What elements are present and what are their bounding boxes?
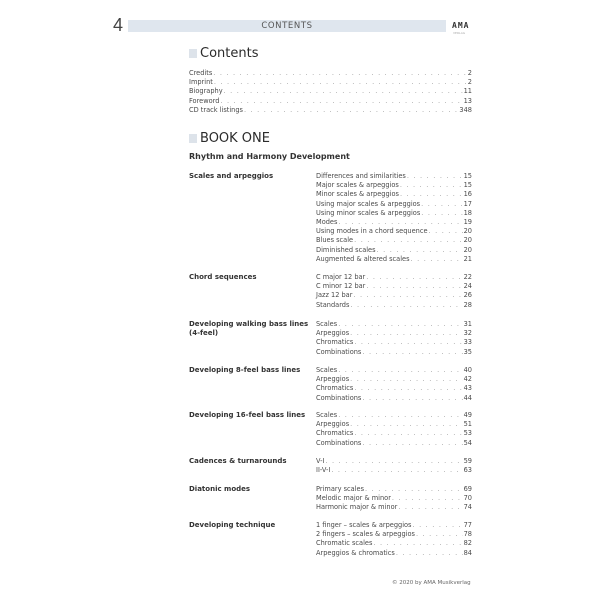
toc-entry-label: Chromatics xyxy=(316,338,354,347)
dot-leader xyxy=(338,411,462,420)
toc-entry-page: 77 xyxy=(463,521,472,529)
dot-leader xyxy=(429,227,463,236)
toc-entry-page: 51 xyxy=(463,420,472,429)
dot-leader xyxy=(421,209,462,218)
toc-entry-label: Combinations xyxy=(316,347,362,356)
toc-entry-page: 63 xyxy=(463,466,472,475)
dot-leader xyxy=(392,494,463,503)
dot-leader xyxy=(362,439,462,448)
toc-entry-label: Primary scales xyxy=(316,485,365,493)
group-heading: Scales and arpeggios xyxy=(189,172,274,180)
dot-leader xyxy=(411,255,463,264)
group-heading: Developing 8-feel bass lines xyxy=(189,366,301,374)
dot-leader xyxy=(354,429,462,438)
toc-entry[interactable] xyxy=(316,375,472,384)
dot-leader xyxy=(354,384,462,393)
group-heading: Diatonic modes xyxy=(189,485,251,493)
book-one-title: BOOK ONE xyxy=(200,131,270,146)
square-bullet-icon xyxy=(189,134,197,143)
toc-entry-page: 15 xyxy=(463,172,472,180)
toc-entry[interactable] xyxy=(189,78,472,87)
toc-entry[interactable] xyxy=(316,539,472,548)
toc-entry-page: 43 xyxy=(463,384,472,393)
toc-entry-label: Modes xyxy=(316,218,338,226)
toc-entry-label: Foreword xyxy=(189,96,220,105)
toc-entry-label: V-I xyxy=(316,457,325,465)
toc-entry[interactable] xyxy=(316,181,472,190)
toc-entry-label: Imprint xyxy=(189,78,213,87)
toc-entry-label: Arpeggios xyxy=(316,329,350,338)
toc-entry-page: 32 xyxy=(463,329,472,338)
toc-entry-page: 24 xyxy=(463,282,472,291)
toc-entry[interactable] xyxy=(189,106,472,115)
toc-entry-page: 348 xyxy=(459,105,472,114)
toc-entry-page: 70 xyxy=(463,494,472,503)
dot-leader xyxy=(338,320,462,329)
toc-entry-label: Standards xyxy=(316,300,350,309)
toc-entry-page: 11 xyxy=(463,87,472,96)
ama-logo: AMA xyxy=(452,21,470,30)
toc-entry[interactable] xyxy=(316,320,472,329)
group-heading: Developing technique xyxy=(189,521,276,529)
toc-entry[interactable] xyxy=(316,530,472,539)
toc-entry[interactable] xyxy=(316,172,472,181)
toc-entry-page: 33 xyxy=(463,338,472,347)
toc-entry-page: 49 xyxy=(463,411,472,419)
toc-entry[interactable] xyxy=(316,282,472,291)
toc-entry-label: Minor scales & arpeggios xyxy=(316,190,399,199)
toc-entry[interactable] xyxy=(316,411,472,420)
dot-leader xyxy=(354,338,462,347)
toc-entry-label: Using modes in a chord sequence xyxy=(316,227,428,236)
group-heading: Developing walking bass lines (4-feel) xyxy=(189,320,309,337)
toc-entry[interactable] xyxy=(316,366,472,375)
dot-leader xyxy=(213,69,467,78)
group-heading: Developing 16-feel bass lines xyxy=(189,411,306,419)
toc-entry-page: 59 xyxy=(463,457,472,465)
toc-entry[interactable] xyxy=(316,255,472,264)
dot-leader xyxy=(214,78,467,87)
dot-leader xyxy=(373,539,462,548)
toc-entry[interactable] xyxy=(316,429,472,438)
toc-entry-label: Scales xyxy=(316,366,338,374)
dot-leader xyxy=(362,394,462,403)
dot-leader xyxy=(366,273,462,282)
toc-entry-page: 22 xyxy=(463,273,472,281)
group-heading: Chord sequences xyxy=(189,273,257,281)
toc-entry-page: 19 xyxy=(463,218,472,226)
dot-leader xyxy=(354,236,462,245)
toc-entry[interactable] xyxy=(316,218,472,227)
toc-entry-page: 42 xyxy=(463,375,472,384)
toc-entry-label: C minor 12 bar xyxy=(316,282,366,291)
toc-entry[interactable] xyxy=(316,329,472,338)
toc-entry-page: 40 xyxy=(463,366,472,374)
dot-leader xyxy=(224,87,463,96)
dot-leader xyxy=(325,457,462,466)
contents-heading xyxy=(189,46,258,61)
square-bullet-icon xyxy=(189,49,197,58)
toc-entry[interactable] xyxy=(316,190,472,199)
toc-entry-page: 44 xyxy=(463,393,472,402)
dot-leader xyxy=(416,530,463,539)
toc-entry[interactable] xyxy=(316,420,472,429)
toc-entry-page: 74 xyxy=(463,503,472,512)
toc-entry-label: Using major scales & arpeggios xyxy=(316,199,421,208)
toc-entry[interactable] xyxy=(316,200,472,209)
dot-leader xyxy=(353,291,462,300)
toc-entry-label: Arpeggios xyxy=(316,420,350,429)
toc-entry[interactable] xyxy=(316,549,472,558)
dot-leader xyxy=(350,420,462,429)
toc-entry-label: 2 fingers – scales & arpeggios xyxy=(316,530,415,539)
ama-logo-subtitle: VERLAG xyxy=(453,31,466,35)
dot-leader xyxy=(338,218,462,227)
toc-entry-page: 20 xyxy=(463,227,472,236)
dot-leader xyxy=(244,106,458,115)
toc-entry-label: Scales xyxy=(316,411,338,419)
dot-leader xyxy=(338,366,462,375)
toc-entry-page: 18 xyxy=(463,208,472,217)
dot-leader xyxy=(400,181,463,190)
toc-entry-label: Harmonic major & minor xyxy=(316,503,398,512)
toc-entry-label: Combinations xyxy=(316,438,362,447)
toc-entry-page: 53 xyxy=(463,429,472,438)
toc-entry[interactable] xyxy=(189,97,472,106)
book-one-heading xyxy=(189,131,270,146)
toc-entry[interactable] xyxy=(316,521,472,530)
toc-entry-label: Biography xyxy=(189,87,223,96)
dot-leader xyxy=(350,301,462,310)
toc-entry-label: II-V-I xyxy=(316,466,331,475)
toc-entry[interactable] xyxy=(316,503,472,512)
toc-entry[interactable] xyxy=(316,209,472,218)
header-title: CONTENTS xyxy=(261,21,313,31)
book-one-subtitle: Rhythm and Harmony Development xyxy=(189,152,350,161)
toc-entry-label: Jazz 12 bar xyxy=(316,291,353,300)
dot-leader xyxy=(396,549,463,558)
toc-entry-page: 78 xyxy=(463,530,472,539)
toc-entry[interactable] xyxy=(316,439,472,448)
toc-entry-page: 26 xyxy=(463,291,472,300)
toc-entry-page: 82 xyxy=(463,539,472,548)
toc-entry-page: 15 xyxy=(463,181,472,190)
toc-entry[interactable] xyxy=(316,494,472,503)
toc-entry[interactable] xyxy=(316,338,472,347)
toc-entry-label: Melodic major & minor xyxy=(316,494,391,503)
toc-entry-page: 54 xyxy=(463,438,472,447)
toc-entry-label: Combinations xyxy=(316,393,362,402)
toc-entry-page: 28 xyxy=(463,300,472,309)
toc-entry-page: 20 xyxy=(463,236,472,245)
toc-entry-page: 16 xyxy=(463,190,472,199)
toc-entry-page: 20 xyxy=(463,245,472,254)
toc-entry-page: 31 xyxy=(463,320,472,328)
dot-leader xyxy=(366,282,462,291)
toc-entry[interactable] xyxy=(316,301,472,310)
toc-entry[interactable] xyxy=(189,69,472,78)
toc-entry-label: Arpeggios & chromatics xyxy=(316,548,395,557)
dot-leader xyxy=(220,97,462,106)
dot-leader xyxy=(350,329,462,338)
dot-leader xyxy=(421,200,462,209)
copyright-notice: © 2020 by AMA Musikverlag xyxy=(392,580,471,586)
toc-entry-label: Chromatics xyxy=(316,384,354,393)
toc-entry-label: Using minor scales & arpeggios xyxy=(316,208,421,217)
toc-entry-page: 2 xyxy=(467,69,472,77)
dot-leader xyxy=(331,466,462,475)
toc-entry-page: 35 xyxy=(463,347,472,356)
toc-entry-page: 21 xyxy=(463,254,472,263)
header-bar xyxy=(128,20,446,32)
dot-leader xyxy=(365,485,463,494)
toc-entry-label: Chromatic scales xyxy=(316,539,373,548)
dot-leader xyxy=(377,246,463,255)
toc-entry-label: Differences and similarities xyxy=(316,172,406,180)
toc-entry[interactable] xyxy=(316,273,472,282)
toc-entry-page: 13 xyxy=(463,96,472,105)
toc-entry[interactable] xyxy=(316,246,472,255)
toc-entry-label: Major scales & arpeggios xyxy=(316,181,399,190)
toc-entry-label: Credits xyxy=(189,69,213,77)
toc-entry[interactable] xyxy=(316,227,472,236)
toc-entry-label: Arpeggios xyxy=(316,375,350,384)
toc-entry-page: 69 xyxy=(463,485,472,493)
toc-entry-label: Diminished scales xyxy=(316,245,376,254)
toc-entry[interactable] xyxy=(316,384,472,393)
dot-leader xyxy=(400,190,463,199)
toc-entry[interactable] xyxy=(316,291,472,300)
toc-entry[interactable] xyxy=(189,87,472,96)
toc-entry[interactable] xyxy=(316,457,472,466)
dot-leader xyxy=(350,375,462,384)
dot-leader xyxy=(398,503,462,512)
toc-entry-page: 84 xyxy=(463,548,472,557)
page-number: 4 xyxy=(113,15,124,35)
dot-leader xyxy=(362,348,462,357)
dot-leader xyxy=(413,521,463,530)
group-heading: Cadences & turnarounds xyxy=(189,457,287,465)
toc-entry-label: Augmented & altered scales xyxy=(316,254,410,263)
toc-entry[interactable] xyxy=(316,394,472,403)
toc-entry-label: C major 12 bar xyxy=(316,273,366,281)
contents-title: Contents xyxy=(200,46,259,61)
toc-entry-label: CD track listings xyxy=(189,105,243,114)
toc-entry-label: Blues scale xyxy=(316,236,354,245)
toc-entry-label: Chromatics xyxy=(316,429,354,438)
toc-entry[interactable] xyxy=(316,236,472,245)
toc-entry-label: Scales xyxy=(316,320,338,328)
toc-entry[interactable] xyxy=(316,485,472,494)
dot-leader xyxy=(407,172,463,181)
toc-entry-label: 1 finger – scales & arpeggios xyxy=(316,521,412,529)
toc-entry-page: 17 xyxy=(463,199,472,208)
toc-entry-page: 2 xyxy=(467,78,472,87)
toc-entry[interactable] xyxy=(316,348,472,357)
toc-entry[interactable] xyxy=(316,466,472,475)
